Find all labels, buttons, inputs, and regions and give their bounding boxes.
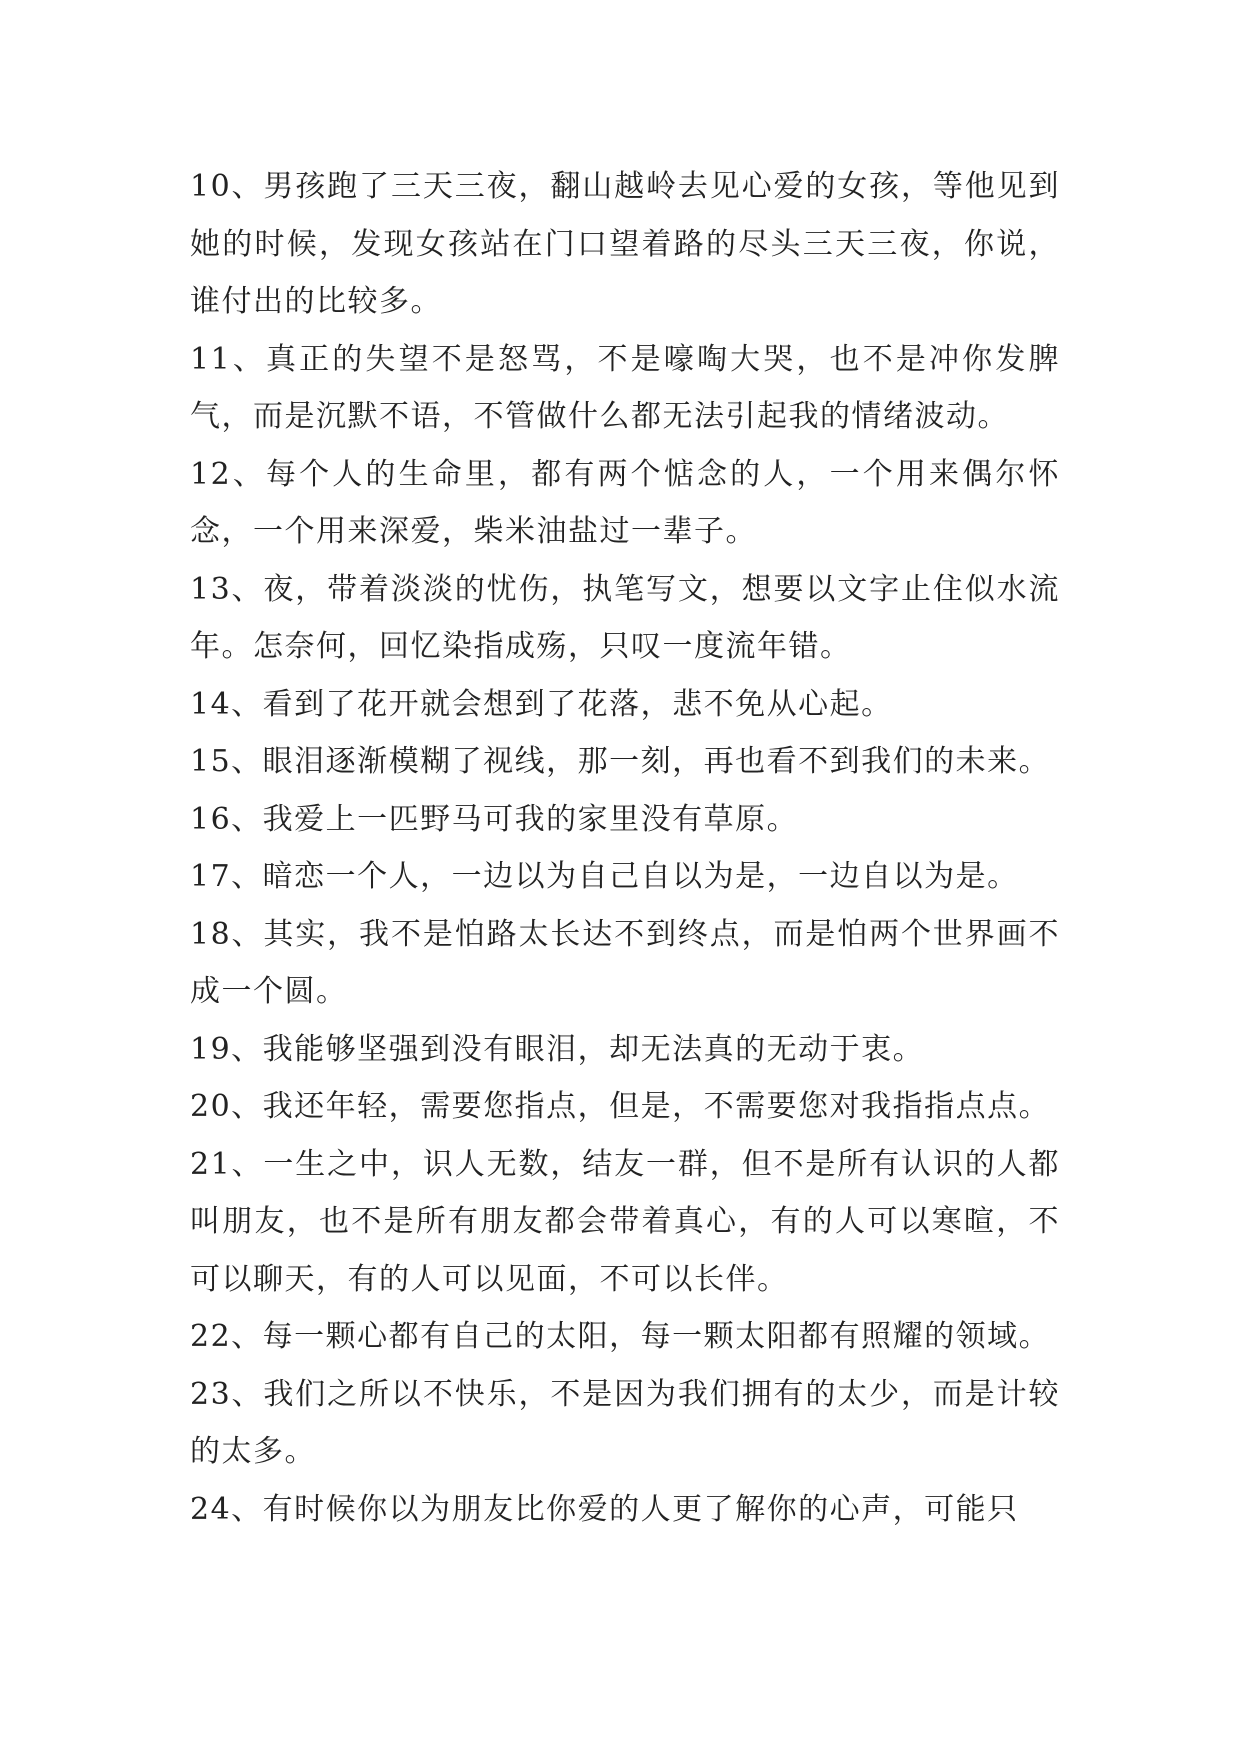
paragraph-item-10: 10、男孩跑了三天三夜，翻山越岭去见心爱的女孩，等他见到她的时候，发现女孩站在门口望着路的尽头三天三夜，你说，谁付出的比较多。 — [190, 169, 1060, 319]
paragraph-item-11: 11、真正的失望不是怒骂，不是嚎啕大哭，也不是冲你发脾气，而是沉默不语，不管做什么都无法引起我的情绪波动。 — [190, 341, 1060, 434]
paragraph-item-22: 22、每一颗心都有自己的太阳，每一颗太阳都有照耀的领域。 — [190, 1319, 1051, 1354]
paragraph-item-19: 19、我能够坚强到没有眼泪，却无法真的无动于衷。 — [190, 1031, 925, 1067]
paragraph-item-12: 12、每个人的生命里，都有两个惦念的人，一个用来偶尔怀念，一个用来深爱，柴米油盐过一辈子。 — [190, 456, 1060, 549]
paragraph-item-20: 20、我还年轻，需要您指点，但是，不需要您对我指指点点。 — [190, 1089, 1051, 1124]
paragraph-item-21: 21、一生之中，识人无数，结友一群，但不是所有认识的人都叫朋友，也不是所有朋友都会带着真心，有的人可以寒暄，不可以聊天，有的人可以见面，不可以长伴。 — [190, 1146, 1060, 1297]
document-body — [190, 158, 1060, 1538]
paragraph-item-15: 15、眼泪逐渐模糊了视线，那一刻，再也看不到我们的未来。 — [190, 744, 1051, 779]
paragraph-item-16: 16、我爱上一匹野马可我的家里没有草原。 — [190, 801, 799, 837]
paragraph-item-24: 24、有时候你以为朋友比你爱的人更了解你的心声，可能只 — [190, 1491, 1019, 1527]
paragraph-item-17: 17、暗恋一个人，一边以为自己自以为是，一边自以为是。 — [190, 859, 1019, 894]
paragraph-item-13: 13、夜，带着淡淡的忧伤，执笔写文，想要以文字止住似水流年。怎奈何，回忆染指成殇，只叹一度流年错。 — [190, 571, 1060, 664]
paragraph-item-23: 23、我们之所以不快乐，不是因为我们拥有的太少，而是计较的太多。 — [190, 1376, 1060, 1469]
paragraph-item-14: 14、看到了花开就会想到了花落，悲不免从心起。 — [190, 686, 893, 722]
paragraph-item-18: 18、其实，我不是怕路太长达不到终点，而是怕两个世界画不成一个圆。 — [190, 916, 1060, 1009]
